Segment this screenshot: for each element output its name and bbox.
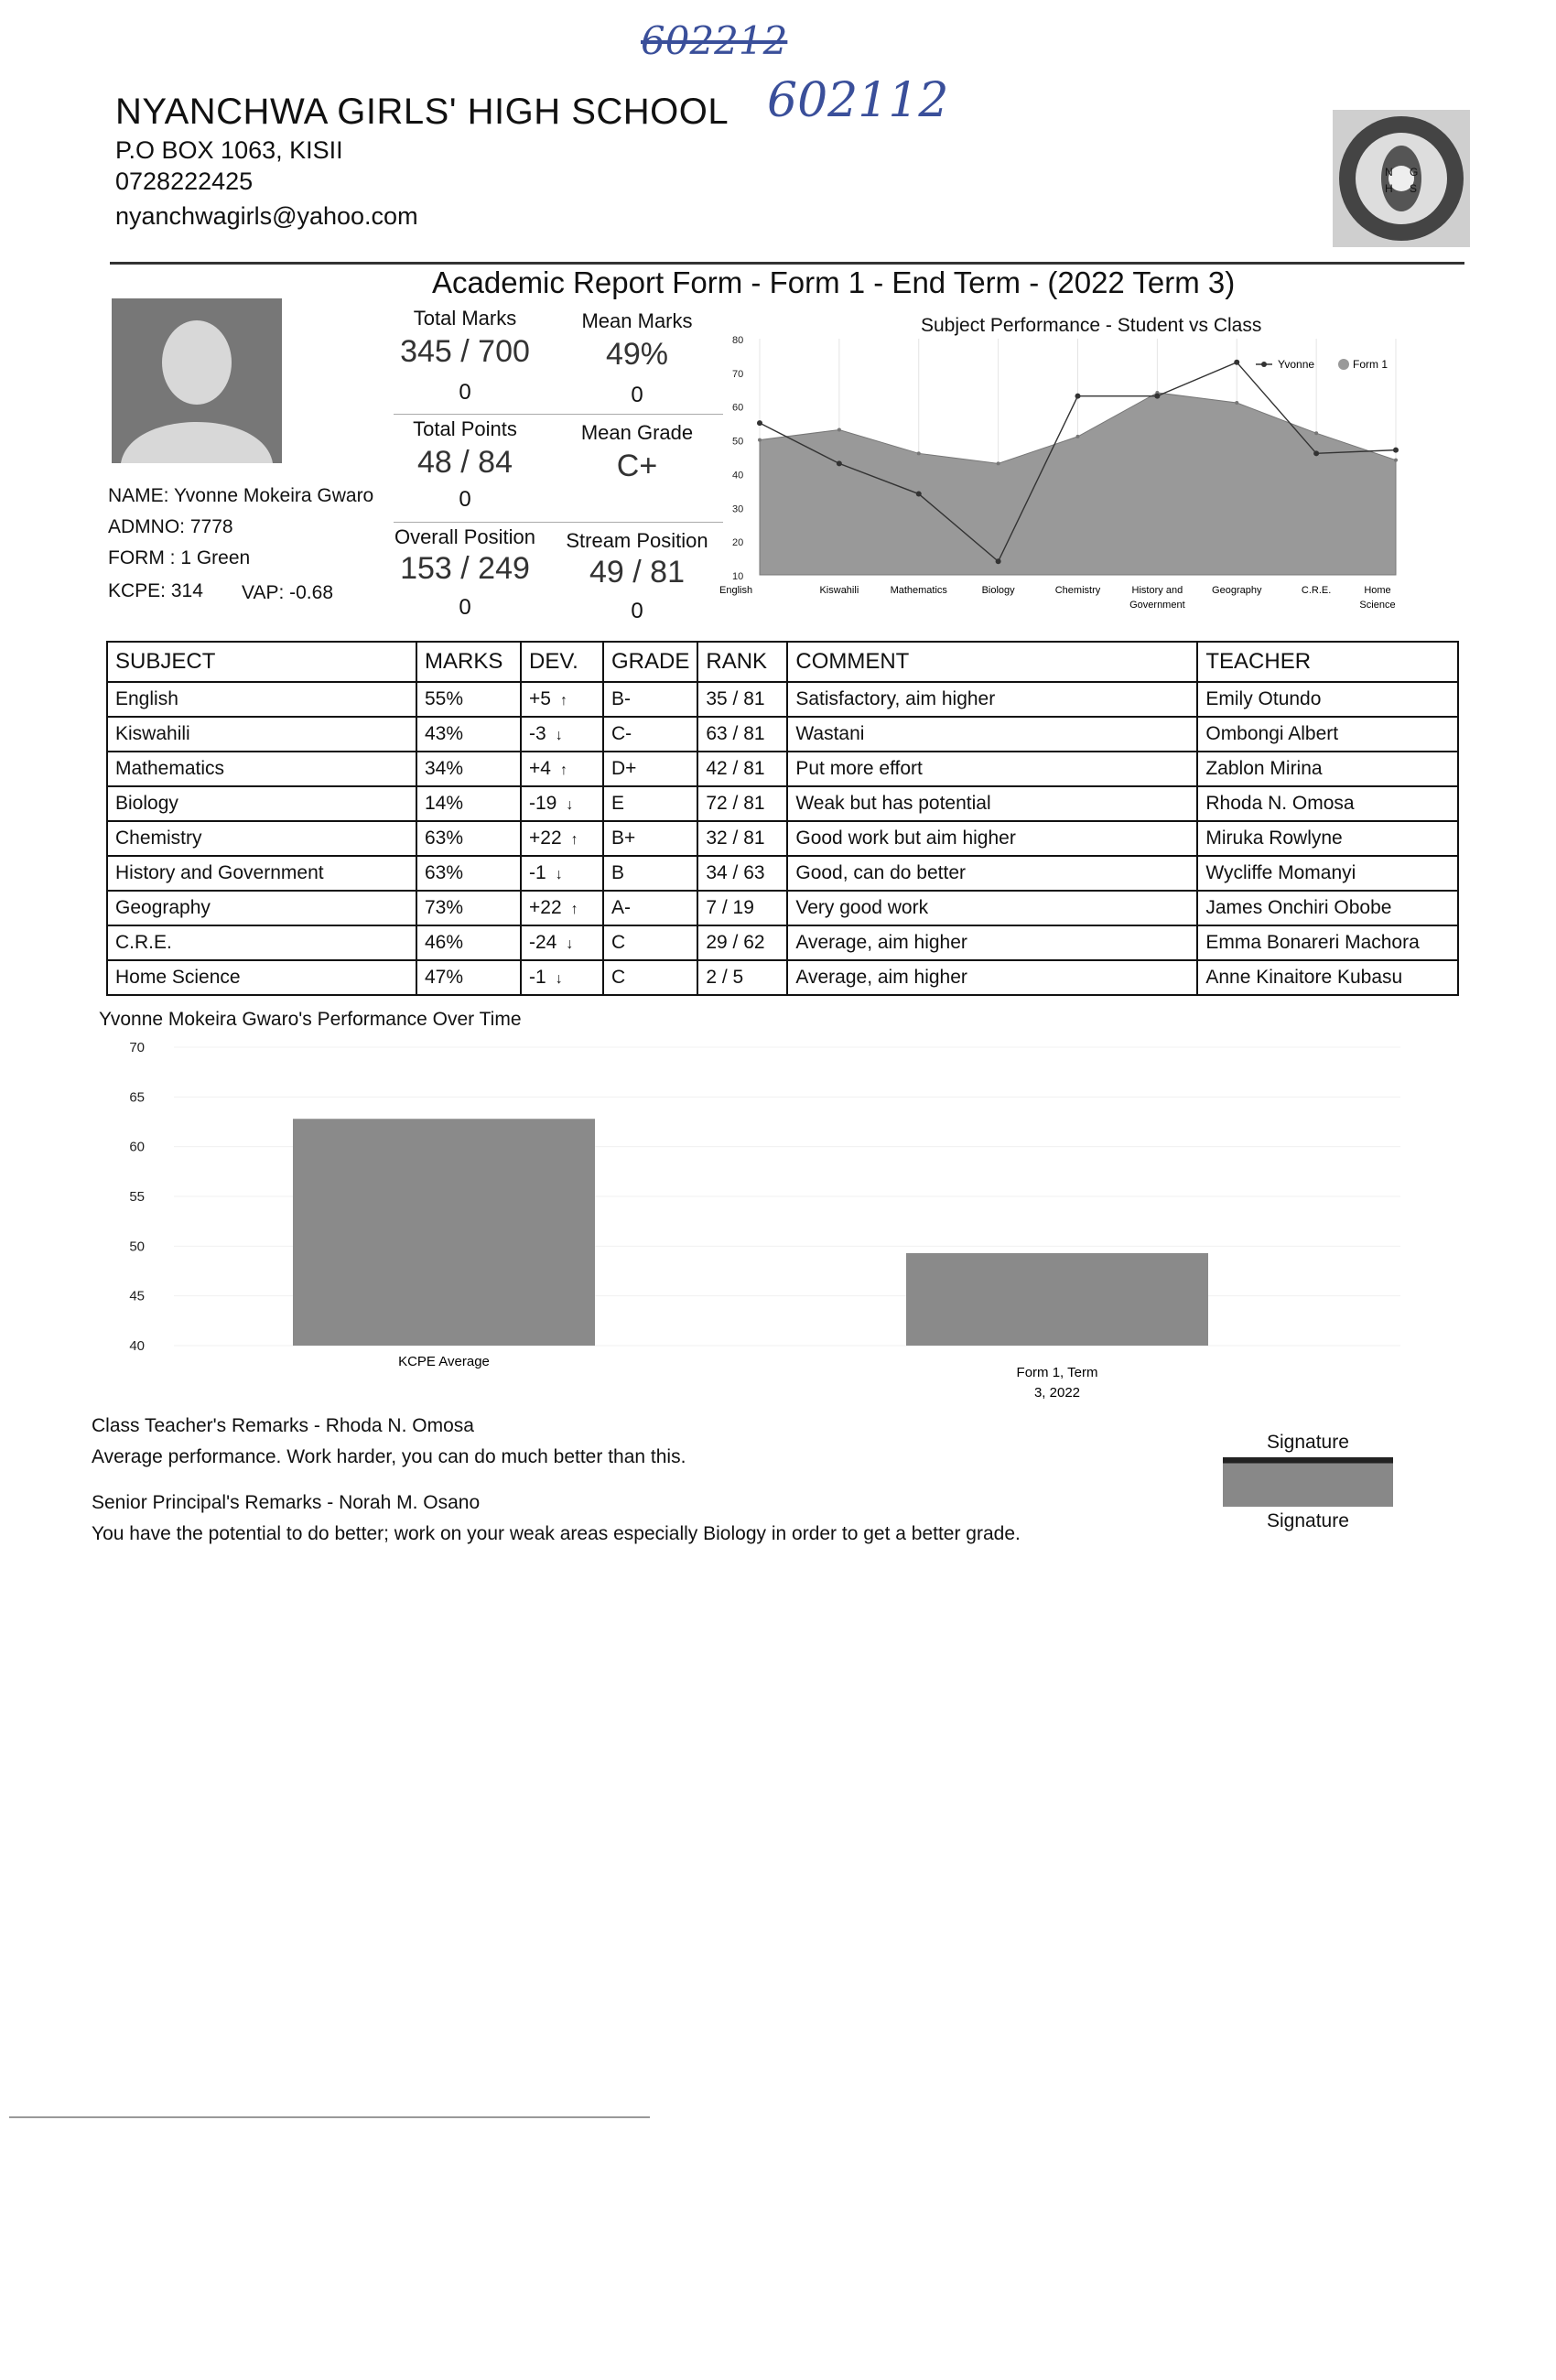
dev-value: +22 <box>529 828 562 849</box>
stream-position-label: Stream Position <box>566 529 708 552</box>
overall-position-sub: 0 <box>459 595 471 620</box>
cell-marks: 63% <box>416 821 521 856</box>
cell-teacher: Miruka Rowlyne <box>1197 821 1458 856</box>
arrow-down-icon: ↓ <box>555 971 563 987</box>
table-row <box>107 856 1458 891</box>
scan-edge-line <box>9 2116 650 2118</box>
arrow-down-icon: ↓ <box>555 728 563 743</box>
logo-letter-s: S <box>1410 182 1418 195</box>
y-tick-label: 10 <box>732 571 744 582</box>
table-row <box>107 786 1458 821</box>
series-yvonne-point <box>1075 394 1081 399</box>
arrow-up-icon: ↑ <box>570 832 578 848</box>
cell-dev <box>521 925 603 960</box>
cell-grade: B <box>603 856 697 891</box>
cell-marks: 34% <box>416 752 521 786</box>
cell-rank: 7 / 19 <box>697 891 787 925</box>
overall-position-value: 153 / 249 <box>400 551 530 586</box>
cell-comment: Good work but aim higher <box>787 821 1197 856</box>
cell-rank: 34 / 63 <box>697 856 787 891</box>
cell-rank: 42 / 81 <box>697 752 787 786</box>
cell-comment: Wastani <box>787 717 1197 752</box>
x-tick-label: C.R.E. <box>1301 585 1332 596</box>
school-logo <box>1333 110 1470 247</box>
series-form-1-point <box>1394 459 1398 462</box>
cell-teacher: James Onchiri Obobe <box>1197 891 1458 925</box>
cell-grade: D+ <box>603 752 697 786</box>
y-tick-label: 70 <box>732 368 744 380</box>
total-points-sub: 0 <box>459 487 471 512</box>
x-tick-label: KCPE Average <box>398 1354 490 1369</box>
subject-chart-title: Subject Performance - Student vs Class <box>921 315 1262 336</box>
cell-rank: 29 / 62 <box>697 925 787 960</box>
arrow-up-icon: ↑ <box>570 902 578 917</box>
cell-marks: 47% <box>416 960 521 995</box>
total-marks-value: 345 / 700 <box>400 334 530 369</box>
arrow-down-icon: ↓ <box>555 867 563 882</box>
table-row <box>107 682 1458 717</box>
cell-marks: 63% <box>416 856 521 891</box>
header-marks: MARKS <box>416 642 521 682</box>
series-yvonne-point <box>837 460 842 466</box>
table-row <box>107 821 1458 856</box>
y-tick-label: 45 <box>129 1288 145 1304</box>
series-form-1-point <box>1314 431 1318 435</box>
x-tick-label: Form 1, Term 3, 2022 <box>1016 1365 1098 1401</box>
x-tick-label: Biology <box>981 585 1015 596</box>
cell-subject: Geography <box>107 891 416 925</box>
cell-comment: Very good work <box>787 891 1197 925</box>
arrow-down-icon: ↓ <box>566 936 574 952</box>
cell-comment: Average, aim higher <box>787 960 1197 995</box>
stats-divider-1 <box>394 414 723 415</box>
table-row <box>107 925 1458 960</box>
student-kcpe: KCPE: 314 <box>108 580 203 601</box>
cell-subject: C.R.E. <box>107 925 416 960</box>
y-tick-label: 40 <box>732 470 744 481</box>
cell-marks: 43% <box>416 717 521 752</box>
x-tick-label: English <box>719 585 753 596</box>
school-email: nyanchwagirls@yahoo.com <box>115 202 418 230</box>
cell-teacher: Wycliffe Momanyi <box>1197 856 1458 891</box>
principal-remarks-label: Senior Principal's Remarks - Norah M. Osano <box>92 1492 481 1513</box>
cell-grade: B- <box>603 682 697 717</box>
class-teacher-remarks-label: Class Teacher's Remarks - Rhoda N. Omosa <box>92 1415 474 1436</box>
cell-subject: English <box>107 682 416 717</box>
table-row <box>107 717 1458 752</box>
x-tick-label: Home Science <box>1359 585 1396 611</box>
dev-value: +4 <box>529 758 551 779</box>
cell-subject: Biology <box>107 786 416 821</box>
mean-marks-label: Mean Marks <box>581 309 693 332</box>
total-marks-sub: 0 <box>459 380 471 405</box>
dev-value: +22 <box>529 897 562 918</box>
cell-marks: 55% <box>416 682 521 717</box>
table-header-row <box>107 642 1458 682</box>
cell-rank: 2 / 5 <box>697 960 787 995</box>
legend-yvonne-marker <box>1261 362 1267 367</box>
cell-comment: Satisfactory, aim higher <box>787 682 1197 717</box>
avatar-icon <box>112 298 282 463</box>
cell-rank: 72 / 81 <box>697 786 787 821</box>
stream-position-sub: 0 <box>631 599 643 623</box>
student-photo <box>112 298 282 463</box>
cell-grade: B+ <box>603 821 697 856</box>
cell-comment: Good, can do better <box>787 856 1197 891</box>
y-tick-label: 50 <box>129 1239 145 1255</box>
school-crest-icon <box>1333 110 1470 247</box>
student-vap: VAP: -0.68 <box>242 582 333 603</box>
cell-dev <box>521 786 603 821</box>
dev-value: -1 <box>529 967 546 988</box>
y-tick-label: 50 <box>732 436 744 448</box>
bar <box>293 1119 595 1346</box>
dev-value: -24 <box>529 932 557 953</box>
report-title: Academic Report Form - Form 1 - End Term - (2022 Term 3) <box>432 265 1236 299</box>
series-yvonne-point <box>1234 360 1239 365</box>
cell-dev <box>521 752 603 786</box>
cell-teacher: Anne Kinaitore Kubasu <box>1197 960 1458 995</box>
series-yvonne-point <box>1313 450 1319 456</box>
cell-comment: Weak but has potential <box>787 786 1197 821</box>
y-tick-label: 40 <box>129 1338 145 1354</box>
legend-form-1-label: Form 1 <box>1353 358 1389 371</box>
series-form-1-point <box>1235 401 1238 405</box>
series-yvonne-point <box>757 420 762 426</box>
cell-teacher: Ombongi Albert <box>1197 717 1458 752</box>
mean-marks-sub: 0 <box>631 383 643 407</box>
y-tick-label: 65 <box>129 1089 145 1106</box>
y-tick-label: 60 <box>129 1139 145 1155</box>
signature-image <box>1223 1457 1393 1507</box>
y-tick-label: 30 <box>732 503 744 515</box>
subject-marks-table <box>106 641 1459 996</box>
cell-marks: 46% <box>416 925 521 960</box>
series-form-1-point <box>997 461 1000 465</box>
signature-label-top: Signature <box>1267 1432 1349 1453</box>
stats-divider-2 <box>394 522 723 523</box>
table-row <box>107 752 1458 786</box>
subject-performance-chart <box>705 320 1400 632</box>
principal-remarks-text: You have the potential to do better; work on your weak areas especially Biology in order to get a better grade. <box>92 1523 1021 1544</box>
legend-form-1-swatch <box>1338 359 1349 370</box>
cell-dev <box>521 682 603 717</box>
cell-teacher: Zablon Mirina <box>1197 752 1458 786</box>
logo-letter-n: N <box>1385 166 1393 178</box>
arrow-up-icon: ↑ <box>559 763 567 778</box>
school-phone: 0728222425 <box>115 168 254 195</box>
x-tick-label: Mathematics <box>890 585 947 596</box>
cell-grade: E <box>603 786 697 821</box>
performance-over-time-chart <box>92 1029 1428 1413</box>
cell-subject: Mathematics <box>107 752 416 786</box>
cell-rank: 63 / 81 <box>697 717 787 752</box>
cell-rank: 32 / 81 <box>697 821 787 856</box>
header-grade: GRADE <box>603 642 697 682</box>
arrow-down-icon: ↓ <box>566 797 574 813</box>
dev-value: -3 <box>529 723 546 744</box>
cell-comment: Put more effort <box>787 752 1197 786</box>
overall-position-label: Overall Position <box>394 525 536 548</box>
header-divider <box>110 262 1464 265</box>
bar <box>906 1253 1208 1346</box>
y-tick-label: 80 <box>732 335 744 346</box>
cell-dev <box>521 960 603 995</box>
logo-letter-h: H <box>1385 182 1393 195</box>
y-tick-label: 20 <box>732 537 744 549</box>
x-tick-label: History and Government <box>1129 585 1185 611</box>
total-points-label: Total Points <box>413 417 517 440</box>
cell-subject: Home Science <box>107 960 416 995</box>
cell-grade: C- <box>603 717 697 752</box>
cell-grade: A- <box>603 891 697 925</box>
time-chart-title: Yvonne Mokeira Gwaro's Performance Over Time <box>99 1009 522 1030</box>
cell-marks: 73% <box>416 891 521 925</box>
header-dev: DEV. <box>521 642 603 682</box>
header-rank: RANK <box>697 642 787 682</box>
cell-subject: Kiswahili <box>107 717 416 752</box>
y-tick-label: 55 <box>129 1189 145 1205</box>
x-tick-label: Kiswahili <box>819 585 859 596</box>
series-yvonne-point <box>1393 448 1399 453</box>
mean-grade-label: Mean Grade <box>580 421 694 444</box>
cell-dev <box>521 821 603 856</box>
signature-label-bottom: Signature <box>1267 1510 1349 1531</box>
cell-dev <box>521 717 603 752</box>
mean-grade-value: C+ <box>616 449 658 483</box>
dev-value: -19 <box>529 793 557 814</box>
header-subject: SUBJECT <box>107 642 416 682</box>
school-name: NYANCHWA GIRLS' HIGH SCHOOL <box>115 92 729 132</box>
table-row <box>107 891 1458 925</box>
series-form-1-point <box>1076 435 1080 438</box>
cell-dev <box>521 891 603 925</box>
cell-teacher: Emma Bonareri Machora <box>1197 925 1458 960</box>
header-teacher: TEACHER <box>1197 642 1458 682</box>
class-teacher-remarks-text: Average performance. Work harder, you can do much better than this. <box>92 1446 686 1467</box>
series-yvonne-point <box>996 558 1001 564</box>
handwritten-code-side: 602112 <box>767 73 949 128</box>
legend-yvonne-label: Yvonne <box>1278 358 1315 371</box>
cell-dev <box>521 856 603 891</box>
series-yvonne-point <box>1154 394 1160 399</box>
cell-subject: History and Government <box>107 856 416 891</box>
dev-value: +5 <box>529 688 551 709</box>
series-form-1-point <box>837 428 841 432</box>
series-form-1-point <box>917 451 921 455</box>
cell-rank: 35 / 81 <box>697 682 787 717</box>
mean-marks-value: 49% <box>605 337 669 372</box>
student-form: FORM : 1 Green <box>108 547 251 568</box>
cell-grade: C <box>603 960 697 995</box>
cell-teacher: Emily Otundo <box>1197 682 1458 717</box>
cell-comment: Average, aim higher <box>787 925 1197 960</box>
school-po-box: P.O BOX 1063, KISII <box>115 136 343 164</box>
y-tick-label: 70 <box>129 1040 145 1055</box>
total-marks-label: Total Marks <box>413 307 517 330</box>
total-points-value: 48 / 84 <box>417 445 513 480</box>
student-name: NAME: Yvonne Mokeira Gwaro <box>108 485 374 506</box>
handwritten-code-top: 602212 <box>641 18 788 63</box>
x-tick-label: Geography <box>1212 585 1262 596</box>
cell-marks: 14% <box>416 786 521 821</box>
logo-letter-g: G <box>1410 166 1419 178</box>
dev-value: -1 <box>529 862 546 883</box>
cell-grade: C <box>603 925 697 960</box>
stream-position-value: 49 / 81 <box>589 555 685 590</box>
table-row <box>107 960 1458 995</box>
y-tick-label: 60 <box>732 402 744 414</box>
x-tick-label: Chemistry <box>1054 585 1101 596</box>
cell-subject: Chemistry <box>107 821 416 856</box>
series-yvonne-point <box>916 492 922 497</box>
header-comment: COMMENT <box>787 642 1197 682</box>
student-admno: ADMNO: 7778 <box>108 516 233 537</box>
series-form-1-point <box>758 438 762 442</box>
cell-teacher: Rhoda N. Omosa <box>1197 786 1458 821</box>
arrow-up-icon: ↑ <box>559 693 567 709</box>
